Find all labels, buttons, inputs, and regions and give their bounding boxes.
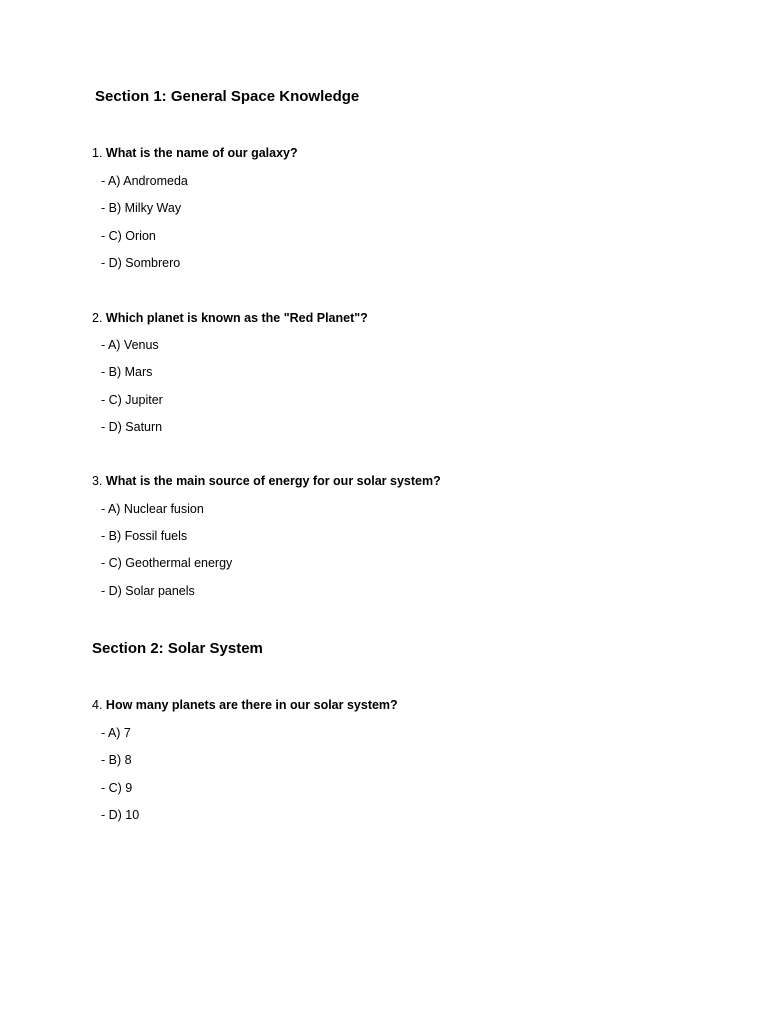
question-4-option-a: - A) 7 <box>101 726 131 740</box>
question-2-option-a: - A) Venus <box>101 338 159 352</box>
section-1-title: Section 1: General Space Knowledge <box>95 88 360 105</box>
question-text: What is the main source of energy for our solar system? <box>105 474 441 488</box>
question-1-option-d: - D) Sombrero <box>101 256 181 270</box>
question-number: 4. <box>92 698 103 712</box>
question-2-option-b: - B) Mars <box>101 365 153 379</box>
question-3-option-b: - B) Fossil fuels <box>101 529 188 543</box>
question-4-option-b: - B) 8 <box>101 753 132 767</box>
question-3-option-c: - C) Geothermal energy <box>101 556 233 570</box>
question-3-option-d: - D) Solar panels <box>101 584 195 598</box>
question-1-option-b: - B) Milky Way <box>101 201 182 215</box>
question-text: How many planets are there in our solar system? <box>105 698 398 712</box>
question-number: 1. <box>92 146 103 160</box>
section-2-title: Section 2: Solar System <box>92 640 263 657</box>
question-4 <box>92 698 398 712</box>
question-text: What is the name of our galaxy? <box>105 146 298 160</box>
question-3-option-a: - A) Nuclear fusion <box>101 502 204 516</box>
question-4-option-d: - D) 10 <box>101 808 140 822</box>
question-text: Which planet is known as the "Red Planet"? <box>105 311 368 325</box>
question-1-option-a: - A) Andromeda <box>101 174 188 188</box>
question-3 <box>92 474 441 488</box>
question-1-option-c: - C) Orion <box>101 229 156 243</box>
question-1 <box>92 146 298 160</box>
question-4-option-c: - C) 9 <box>101 781 133 795</box>
question-number: 2. <box>92 311 103 325</box>
question-2-option-d: - D) Saturn <box>101 420 163 434</box>
question-2 <box>92 311 368 325</box>
question-number: 3. <box>92 474 103 488</box>
question-2-option-c: - C) Jupiter <box>101 393 163 407</box>
